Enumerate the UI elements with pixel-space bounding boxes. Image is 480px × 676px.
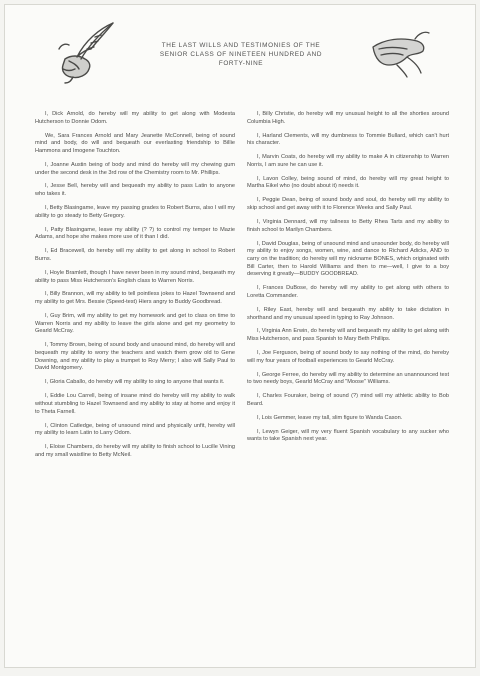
will-paragraph: I, George Ferree, do hereby will my ability to determine an unannounced test to two needy boys, Gearld McCray and "Moose" Williams. xyxy=(247,371,449,386)
will-paragraph: I, Eloise Chambers, do hereby will my ability to finish school to Lucille Vining and my small waistline to Betty McNeil. xyxy=(35,444,235,458)
title-line: FORTY-NINE xyxy=(218,60,264,67)
will-paragraph: We, Sara Frances Arnold and Mary Jeanette McConnell, being of sound mind and body, do will and bequeath our everlasting friendship to Billie Hammons and Imogene Touchton. xyxy=(35,132,235,154)
will-paragraph: I, Tommy Brown, being of sound body and unsound mind, do hereby will and bequeath my ability to worry the teachers and watch them grow old to Gene Downing, and my ability to play a trumpet to Roy Merry; I also will Sally Paul to David Montgomery. xyxy=(35,342,235,372)
left-column xyxy=(35,111,235,466)
hand-with-scroll-icon xyxy=(367,25,431,81)
will-paragraph: I, Marvin Coats, do hereby will my ability to make A in citizenship to Warren Norris, I am sure he can use it. xyxy=(247,154,449,168)
will-paragraph: I, Betty Blasingame, leave my passing grades to Robert Burns, also I will my ability to go steady to Betty Gregory. xyxy=(35,205,235,219)
will-paragraph: I, Patty Blasingame, leave my ability (? ?) to control my temper to Mazie Adams, and hope she makes more use of it than I did. xyxy=(35,226,235,241)
will-paragraph: I, Jesse Bell, hereby will and bequeath my ability to pass Latin to anyone who takes it. xyxy=(35,183,235,198)
will-paragraph: I, Virginia Dennard, will my tallness to Betty Rhea Tarts and my ability to finish school to Marilyn Chambers. xyxy=(247,218,449,233)
will-paragraph: I, Frances DuBose, do hereby will my ability to get along with others to Loretta Commander. xyxy=(247,285,449,299)
right-column xyxy=(247,111,449,450)
will-paragraph: I, Billy Christie, do hereby will my unusual height to all the shorties around Columbia High. xyxy=(247,111,449,125)
will-paragraph: I, Lois Gemmer, leave my tall, slim figure to Wanda Cason. xyxy=(257,414,403,421)
will-paragraph: I, Eddie Lou Carrell, being of insane mind do hereby will my ability to walk without stumbling to Hazel Townsend and my ability to stay at home and enjoy it to Theta Farnell. xyxy=(35,393,235,415)
will-paragraph: I, Charles Fouraker, being of sound (?) mind will my athletic ability to Bob Beard. xyxy=(247,393,449,407)
will-paragraph: I, Billy Brannon, will my ability to tell pointless jokes to Hazel Townsend and my ability to get Mrs. Bessie (Speed-test) Hiers angry to Buddy Goodbread. xyxy=(35,291,235,306)
will-paragraph: I, Dick Arnold, do hereby will my ability to get along with Modesta Hutcherson to Donnie Odom. xyxy=(35,111,235,125)
will-paragraph: I, Hoyle Bramlett, though I have never been in my sound mind, bequeath my ability to pass Miss Hutcherson's English class to Warren Norris. xyxy=(35,269,235,284)
will-paragraph: I, Peggie Dean, being of sound body and soul, do hereby will my ability to skip school and get away with it to Florence Weeks and Sally Paul. xyxy=(247,197,449,212)
will-paragraph: I, Joe Ferguson, being of sound body to say nothing of the mind, do hereby will my four years of football experiences to Gearld McCray. xyxy=(247,350,449,364)
will-paragraph: I, Lewyn Geiger, will my very fluent Spanish vocabulary to any sucker who wants to take Spanish next year. xyxy=(247,428,449,443)
will-paragraph: I, Gloria Caballo, do hereby will my ability to sing to anyone that wants it. xyxy=(45,379,225,386)
title-line: SENIOR CLASS OF NINETEEN HUNDRED AND xyxy=(159,51,323,58)
will-paragraph: I, Clinton Catledge, being of unsound mind and physically unfit, hereby will my ability to learn Latin to Larry Odom. xyxy=(35,422,235,437)
will-paragraph: I, Riley East, hereby will and bequeath my ability to take dictation in shorthand and my unusual speed in typing to Ray Johnson. xyxy=(247,306,449,321)
will-paragraph: I, Joanne Austin being of body and mind do hereby will my chewing gum under the second desk in the 3rd row of the Chemistry room to Mr. Phillips. xyxy=(35,161,235,176)
will-paragraph: I, Harland Clements, will my dumbness to Tommie Bullard, which can't hurt his character. xyxy=(247,132,449,147)
will-paragraph: I, David Douglas, being of unsound mind and unsounder body, do hereby will my ability to enjoy songs, women, wine, and dance to Richard Adicks, AND to carry on the tradition; do hereby will my nickname BONES, which originated with Bill Carter, then to Harold Williams and then to me—well, I give to a boy deserving it greatly—BUDDY GOODBREAD. xyxy=(247,240,449,278)
document-page xyxy=(4,4,476,668)
will-paragraph: I, Virginia Ann Erwin, do hereby will and bequeath my ability to get along with Miss Hutcherson, and pass Spanish to Mary Beth Phillips. xyxy=(247,328,449,343)
will-paragraph: I, Guy Brim, will my ability to get my homework and get to class on time to Warren Norris and my ability to leave the girls alone and get my geometry to Gearld McCray. xyxy=(35,313,235,335)
document-title xyxy=(125,41,357,68)
will-paragraph: I, Lavon Colley, being sound of mind, do hereby will my great height to Martha Eikel who (no doubt about it) needs it. xyxy=(247,175,449,190)
hand-holding-quill-icon xyxy=(51,19,123,87)
will-paragraph: I, Ed Bracewell, do hereby will my ability to get along in school to Robert Burns. xyxy=(35,248,235,262)
title-line: THE LAST WILLS AND TESTIMONIES OF THE xyxy=(161,42,321,49)
